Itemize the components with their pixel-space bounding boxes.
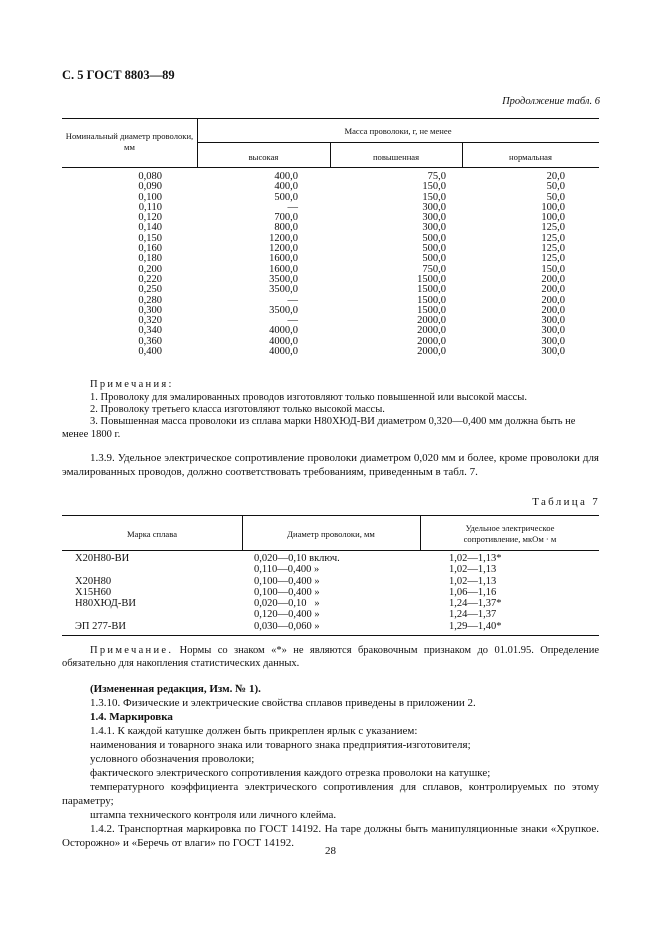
- table7-note: [62, 645, 599, 670]
- list-item: наименования и товарного знака или товарного знака предприятия-изготовителя;: [90, 739, 471, 751]
- table7-vrule: [420, 515, 421, 550]
- list-item: условного обозначения проволоки;: [90, 753, 255, 765]
- table6-sub-high: высокая: [248, 152, 279, 162]
- table6-sub-rule: [197, 142, 599, 143]
- table7-top-rule: [62, 515, 599, 516]
- table6-sub-normal: нормальная: [509, 152, 552, 162]
- table6-sub-increased: повышенная: [372, 152, 420, 162]
- list-item: штампа технического контроля или личного клейма.: [90, 809, 337, 821]
- table6-normal: 20,0 50,0 50,0 100,0 100,0 125,0 125,0 125,0 125,0 150,0 200,0 200,0 200,0 200,0 300,0 300,0 300,0 300,0: [541, 171, 565, 358]
- paragraph-1-4-1: 1.4.1. К каждой катушке должен быть прикреплен ярлык с указанием:: [90, 725, 418, 737]
- note-3: 3. Повышенная масса проволоки из сплава марки Н80ХЮД-ВИ диаметром 0,320—0,400 мм должна быть не менее 1800 г.: [62, 416, 576, 440]
- notes-title: Примечания:: [90, 379, 174, 390]
- list-item: фактического электрического сопротивления каждого отрезка проволоки на катушке;: [90, 767, 491, 779]
- table7-header-rule: [62, 550, 599, 551]
- note-1: 1. Проволоку для эмалированных проводов изготовляют только повышенной или высокой массы.: [90, 392, 527, 403]
- table6-header-rule: [62, 167, 599, 168]
- table7-note-text: Нормы со знаком «*» не являются браковочным признаком до 01.01.95. Определение обязательно для накопления статистических данных.: [62, 645, 600, 669]
- table6-high: 400,0 400,0 500,0 — 700,0 800,0 1200,0 1200,0 1600,0 1600,0 3500,0 3500,0 — 3500,0 — 4000,0 4000,0 4000,0: [269, 171, 298, 358]
- table7-alloys: Х20Н80-ВИ Х20Н80 Х15Н60 Н80ХЮД-ВИ ЭП 277-ВИ: [75, 553, 136, 632]
- document-header: С. 5 ГОСТ 8803—89: [62, 68, 175, 82]
- table7-resistances: 1,02—1,13* 1,02—1,13 1,02—1,13 1,06—1,16 1,24—1,37* 1,24—1,37 1,29—1,40*: [449, 553, 502, 632]
- table6-diameters: 0,080 0,090 0,100 0,110 0,120 0,140 0,150 0,160 0,180 0,200 0,220 0,250 0,280 0,300 0,320 0,340 0,360 0,400: [138, 171, 162, 358]
- table7-col-diameter: Диаметр проволоки, мм: [287, 529, 375, 539]
- table6-top-rule: [62, 118, 599, 119]
- table7-caption: Таблица 7: [532, 496, 600, 508]
- paragraph-1-3-9: 1.3.9. Удельное электрическое сопротивление проволоки диаметром 0,020 мм и более, кроме проволоки для эмалированных проводов, должно соответствовать требованиям, приведенным в табл. 7.: [62, 452, 599, 478]
- table7-bottom-rule: [62, 635, 599, 636]
- table6-increased: 75,0 150,0 150,0 300,0 300,0 300,0 500,0 500,0 500,0 750,0 1500,0 1500,0 1500,0 1500,0 2000,0 2000,0 2000,0 2000,0: [417, 171, 446, 358]
- table6-col-diameter: Номинальный диаметр проволоки, мм: [65, 131, 194, 152]
- page-number: 28: [325, 845, 336, 857]
- note-2: 2. Проволоку третьего класса изготовляют только высокой массы.: [90, 404, 385, 415]
- table7-col-alloy: Марка сплава: [126, 529, 178, 539]
- list-item: температурного коэффициента электрического сопротивления для сплавов, контролируемых по этому параметру;: [62, 781, 599, 807]
- paragraph-1-3-10: 1.3.10. Физические и электрические свойства сплавов приведены в приложении 2.: [90, 697, 476, 709]
- table7-diameters: 0,020—0,10 включ. 0,110—0,400 » 0,100—0,400 » 0,100—0,400 » 0,020—0,10 » 0,120—0,400 » 0,030—0,060 »: [254, 553, 340, 632]
- paragraph-1-4-2: 1.4.2. Транспортная маркировка по ГОСТ 14192. На таре должны быть манипуляционные знаки «Хрупкое. Осторожно» и «Беречь от влаги» по ГОСТ 14192.: [62, 823, 599, 849]
- amended-note: (Измененная редакция, Изм. № 1).: [90, 683, 261, 695]
- table7-col-resistance: Удельное электрическое сопротивление, мкОм · м: [463, 523, 557, 544]
- table7-note-title: Примечание.: [90, 645, 174, 656]
- table-continuation-label: Продолжение табл. 6: [502, 96, 600, 107]
- table6-col-mass: Масса проволоки, г, не менее: [344, 126, 452, 136]
- section-heading-1-4: 1.4. Маркировка: [90, 711, 173, 723]
